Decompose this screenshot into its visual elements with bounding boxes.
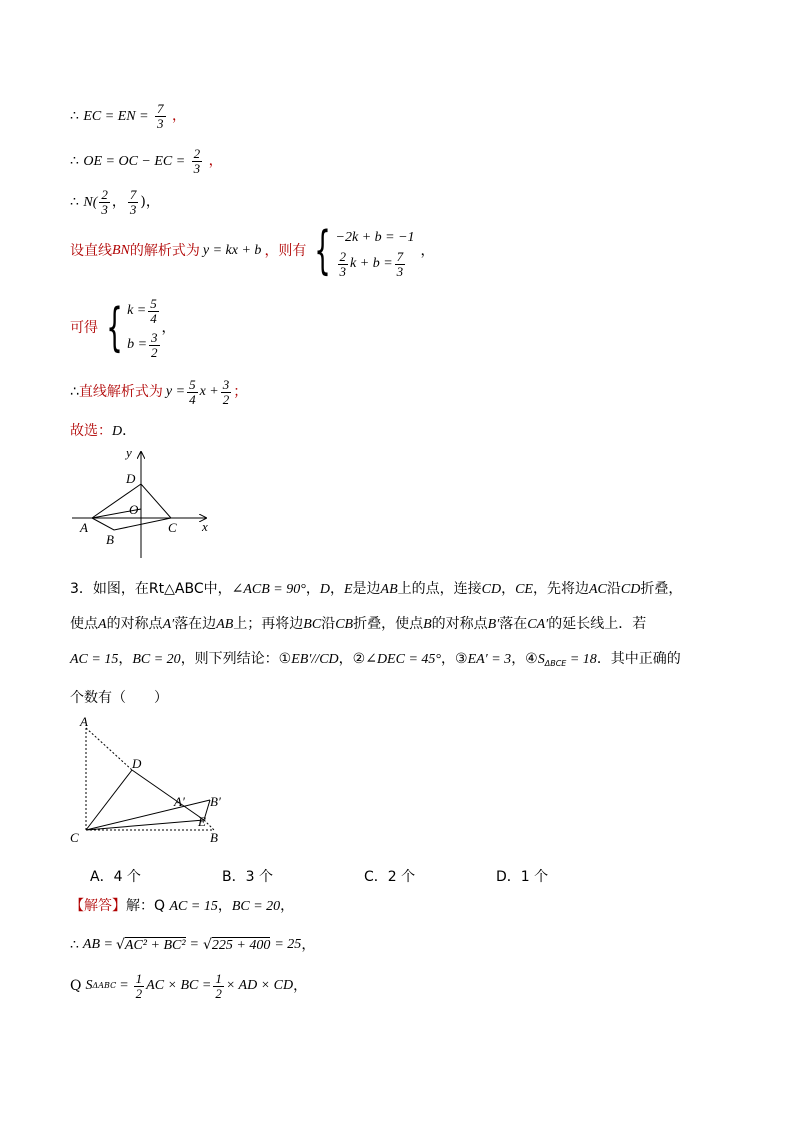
segment-de bbox=[132, 770, 204, 820]
punct: ， bbox=[161, 320, 176, 336]
problem-line-1: 3．如图，在Rt△ABC中，∠ACB = 90°，D，E是边AB上的点，连接CD，CE，先将边AC沿CD折叠， bbox=[70, 581, 683, 597]
expr: × AD × CD bbox=[225, 978, 294, 994]
line-name: BN bbox=[112, 243, 130, 258]
therefore-symbol: ∴ bbox=[70, 384, 79, 401]
label-b: B bbox=[106, 532, 114, 547]
b-value: b = $\frac{3}{2}$ bbox=[127, 329, 158, 360]
expr: AB = bbox=[82, 937, 113, 952]
answer-line bbox=[70, 424, 136, 439]
k-value: k = $\frac{5}{4}$ bbox=[127, 295, 157, 326]
fraction: $\frac{7}{3}$ bbox=[157, 101, 164, 131]
answer: D bbox=[112, 424, 123, 439]
sqrt-symbol: √ bbox=[115, 937, 125, 953]
text: 设直线 bbox=[70, 243, 112, 259]
expr: AC × BC = bbox=[146, 978, 212, 994]
fraction: $\frac{1}{2}$ bbox=[135, 971, 143, 1001]
segment-ce bbox=[86, 820, 204, 830]
expr: OE = OC − EC = bbox=[83, 154, 186, 170]
problem-3 bbox=[70, 572, 730, 715]
label-aprime: A′ bbox=[174, 794, 185, 809]
fraction: $\frac{2}{3}$ bbox=[193, 146, 201, 176]
radicand: 225 + 400 bbox=[211, 938, 271, 953]
area-sub: ΔABC bbox=[92, 981, 117, 991]
option-c: C．2 个 bbox=[364, 869, 416, 885]
solution-line-5 bbox=[70, 294, 176, 362]
therefore-symbol: ∴ bbox=[70, 937, 79, 953]
label-y: y bbox=[126, 446, 132, 460]
text: ，则有 bbox=[264, 243, 307, 259]
equation-2: $\frac{2}{3}$ k + b = $\frac{7}{3}$ bbox=[339, 248, 404, 279]
punct: ， bbox=[217, 898, 232, 914]
label-c: C bbox=[70, 830, 79, 845]
punct: ， bbox=[280, 898, 295, 914]
solution-line-4 bbox=[70, 221, 435, 281]
solution-line-1 bbox=[70, 102, 186, 130]
path-abc bbox=[92, 518, 171, 530]
punct: ． bbox=[122, 423, 137, 439]
brace: { bbox=[106, 298, 123, 358]
label-d: D bbox=[126, 471, 136, 486]
problem-line-4: 个数有（ ） bbox=[70, 690, 168, 706]
label-c: C bbox=[168, 520, 177, 535]
point-n: N( bbox=[83, 195, 98, 211]
because-symbol: Q bbox=[70, 978, 82, 995]
problem-line-2: 使点A的对称点A′落在边AB上；再将边BC沿CB折叠，使点B的对称点B′落在CA′的延长线上．若 bbox=[70, 616, 647, 632]
therefore-symbol: ∴ bbox=[70, 153, 79, 170]
equation-1: −2k + b = −1 bbox=[335, 230, 415, 245]
formula: y = kx + b bbox=[202, 243, 262, 258]
solution-line-3 bbox=[70, 188, 160, 216]
text: 的解析式为 bbox=[129, 243, 200, 259]
label-bprime: B′ bbox=[210, 794, 221, 809]
eq: = bbox=[189, 937, 199, 952]
equation-system bbox=[306, 221, 415, 281]
solution-line-2 bbox=[70, 147, 223, 175]
fraction: $\frac{3}{2}$ bbox=[222, 377, 230, 407]
segment-cbprime bbox=[86, 800, 210, 830]
area-s: S bbox=[85, 978, 93, 994]
expr: EC = EN = bbox=[83, 109, 149, 125]
sep: ， bbox=[111, 194, 126, 211]
punct: )， bbox=[140, 194, 160, 211]
label-o: O bbox=[129, 502, 139, 517]
punct: ， bbox=[301, 937, 316, 953]
answer-tag: 【解答】 bbox=[70, 898, 126, 914]
solution-area bbox=[70, 972, 307, 1000]
y-eq: y = bbox=[165, 384, 186, 400]
solution-ab bbox=[70, 937, 315, 953]
eq: = bbox=[119, 978, 129, 994]
equation-system bbox=[98, 294, 162, 362]
option-d: D．1 个 bbox=[496, 869, 549, 885]
label-b: B bbox=[210, 830, 218, 845]
fraction: $\frac{5}{4}$ bbox=[189, 377, 196, 407]
label-e: E bbox=[198, 814, 206, 829]
fraction: $\frac{7}{3}$ bbox=[129, 187, 137, 217]
text: 故选： bbox=[70, 423, 112, 439]
label-x: x bbox=[202, 519, 208, 534]
text: 直线解析式为 bbox=[78, 384, 163, 401]
label-a: A bbox=[80, 520, 88, 535]
punct: ， bbox=[171, 108, 186, 125]
expr: AC = 15 bbox=[169, 899, 218, 914]
because-symbol: Q bbox=[154, 898, 166, 914]
punct: ， bbox=[420, 243, 435, 259]
option-b: B．3 个 bbox=[222, 869, 273, 885]
text: 可得 bbox=[70, 320, 98, 336]
triangle-figure bbox=[66, 712, 236, 848]
side-ad bbox=[86, 728, 132, 770]
label-d: D bbox=[132, 756, 142, 771]
mid: x + bbox=[199, 384, 219, 400]
therefore-symbol: ∴ bbox=[70, 108, 79, 125]
fraction: $\frac{1}{2}$ bbox=[215, 971, 222, 1001]
coordinate-figure bbox=[66, 446, 216, 561]
brace: { bbox=[314, 221, 332, 281]
radicand: AC² + BC² bbox=[124, 938, 186, 953]
result: = 25 bbox=[274, 937, 302, 952]
expr: BC = 20 bbox=[231, 899, 281, 914]
text: 解： bbox=[126, 898, 154, 914]
punct: ； bbox=[233, 384, 248, 401]
punct: ， bbox=[293, 978, 308, 995]
problem-line-3: AC = 15，BC = 20，则下列结论：①EB′//CD，②∠DEC = 45°，③EA′ = 3，$④S_{\Delta BCE} = 18$．其中正确的 bbox=[70, 651, 681, 668]
sqrt-symbol: √ bbox=[202, 937, 212, 953]
solution-line-6 bbox=[70, 378, 247, 406]
option-a: A．4 个 bbox=[90, 869, 141, 885]
fraction: $\frac{2}{3}$ bbox=[101, 187, 108, 217]
label-a: A bbox=[80, 714, 88, 729]
solution-intro bbox=[70, 899, 294, 914]
therefore-symbol: ∴ bbox=[70, 194, 79, 211]
punct: ， bbox=[208, 153, 223, 170]
